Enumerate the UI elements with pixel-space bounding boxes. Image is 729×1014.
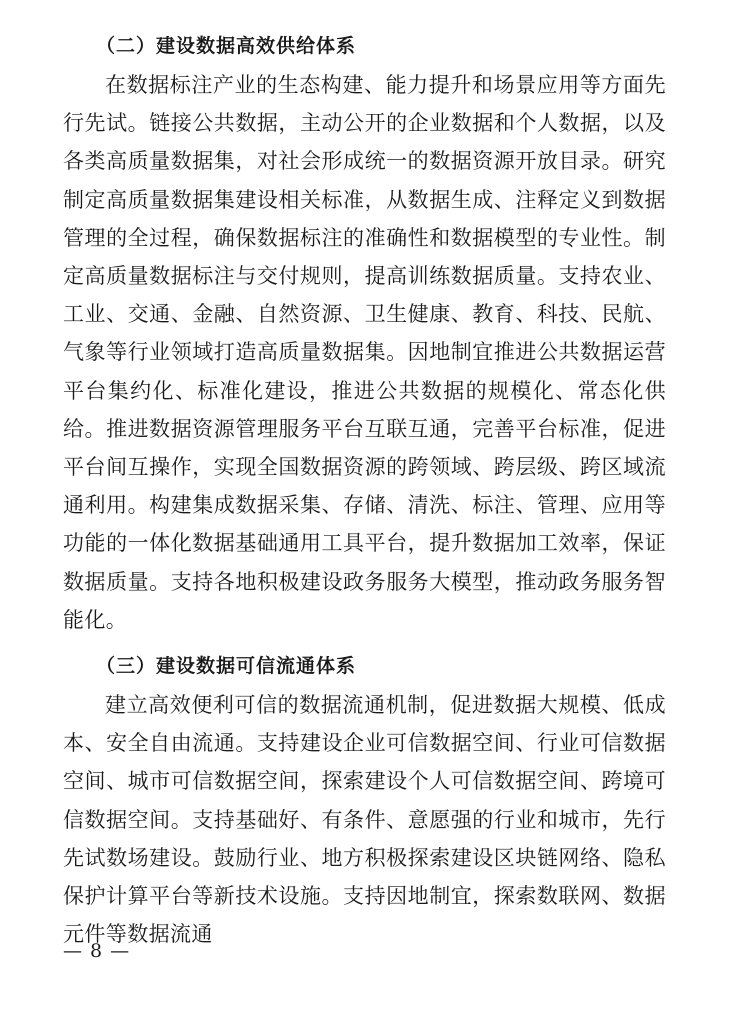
page-number: — 8 — <box>63 940 131 962</box>
section-paragraph-data-supply: 在数据标注产业的生态构建、能力提升和场景应用等方面先行先试。链接公共数据，主动公开的企业数据和个人数据，以及各类高质量数据集，对社会形成统一的数据资源开放目录。研究制定高质量数据集建设相关标准，从数据生成、注释定义到数据管理的全过程，确保数据标注的准确性和数据模型的专业性。制定高质量数据标注与交付规则，提高训练数据质量。支持农业、工业、交通、金融、自然资源、卫生健康、教育、科技、民航、气象等行业领域打造高质量数据集。因地制宜推进公共数据运营平台集约化、标准化建设，推进公共数据的规模化、常态化供给。推进数据资源管理服务平台互联互通，完善平台标准，促进平台间互操作，实现全国数据资源的跨领域、跨层级、跨区域流通利用。构建集成数据采集、存储、清洗、标注、管理、应用等功能的一体化数据基础通用工具平台，提升数据加工效率，保证数据质量。支持各地积极建设政务服务大模型，推动政务服务智能化。 <box>63 73 666 632</box>
section-paragraph-data-circulation: 建立高效便利可信的数据流通机制，促进数据大规模、低成本、安全自由流通。支持建设企业可信数据空间、行业可信数据空间、城市可信数据空间，探索建设个人可信数据空间、跨境可信数据空间。支持基础好、有条件、意愿强的行业和城市，先行先试数场建设。鼓励行业、地方积极探索建设区块链网络、隐私保护计算平台等新技术设施。支持因地制宜，探索数联网、数据元件等数据流通 <box>63 693 666 947</box>
section-heading-data-supply: （二）建设数据高效供给体系 <box>96 35 357 57</box>
section-heading-data-circulation: （三）建设数据可信流通体系 <box>96 655 357 677</box>
